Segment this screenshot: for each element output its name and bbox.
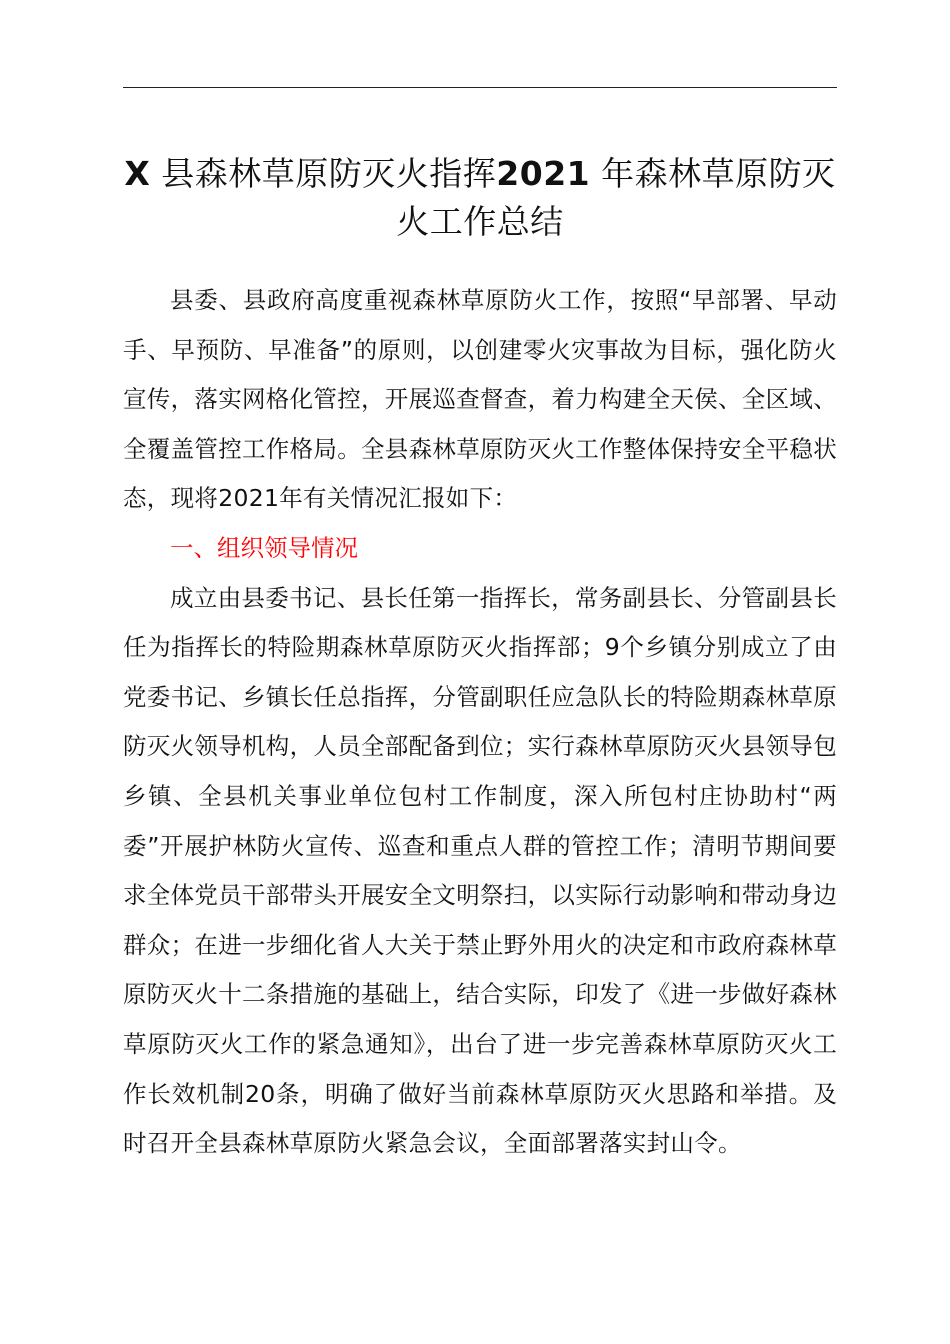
title-part2: 年森林草原防灭火工作总结 <box>396 154 836 241</box>
title-prefix: X <box>124 154 151 193</box>
title-year: 2021 <box>496 154 591 193</box>
header-rule <box>123 87 837 88</box>
intro-paragraph: 县委、县政府高度重视森林草原防火工作，按照“早部署、早动手、早预防、早准备”的原则，以创建零火灾事故为目标，强化防火宣传，落实网格化管控，开展巡查督查，着力构建全天侯、全区域、全覆盖管控工作格局。全县森林草原防灭火工作整体保持安全平稳状态，现将2021年有关情况汇报如下： <box>123 286 837 513</box>
document-body <box>123 276 837 1169</box>
document-title <box>123 150 837 246</box>
section-heading-organization: 一、组织领导情况 <box>170 533 358 562</box>
section-1-paragraph: 成立由县委书记、县长任第一指挥长，常务副县长、分管副县长任为指挥长的特险期森林草原防灭火指挥部；9个乡镇分别成立了由党委书记、乡镇长任总指挥，分管副职任应急队长的特险期森林草原防灭火领导机构，人员全部配备到位；实行森林草原防灭火县领导包乡镇、全县机关事业单位包村工作制度，深入所包村庄协助村“两委”开展护林防火宣传、巡查和重点人群的管控工作；清明节期间要求全体党员干部带头开展安全文明祭扫，以实际行动影响和带动身边群众；在进一步细化省人大关于禁止野外用火的决定和市政府森林草原防灭火十二条措施的基础上，结合实际，印发了《进一步做好森林草原防灭火工作的紧急通知》，出台了进一步完善森林草原防灭火工作长效机制20条，明确了做好当前森林草原防灭火思路和举措。及时召开全县森林草原防火紧急会议，全面部署落实封山令。 <box>123 583 837 1158</box>
title-part1: 县森林草原防灭火指挥 <box>161 154 497 193</box>
